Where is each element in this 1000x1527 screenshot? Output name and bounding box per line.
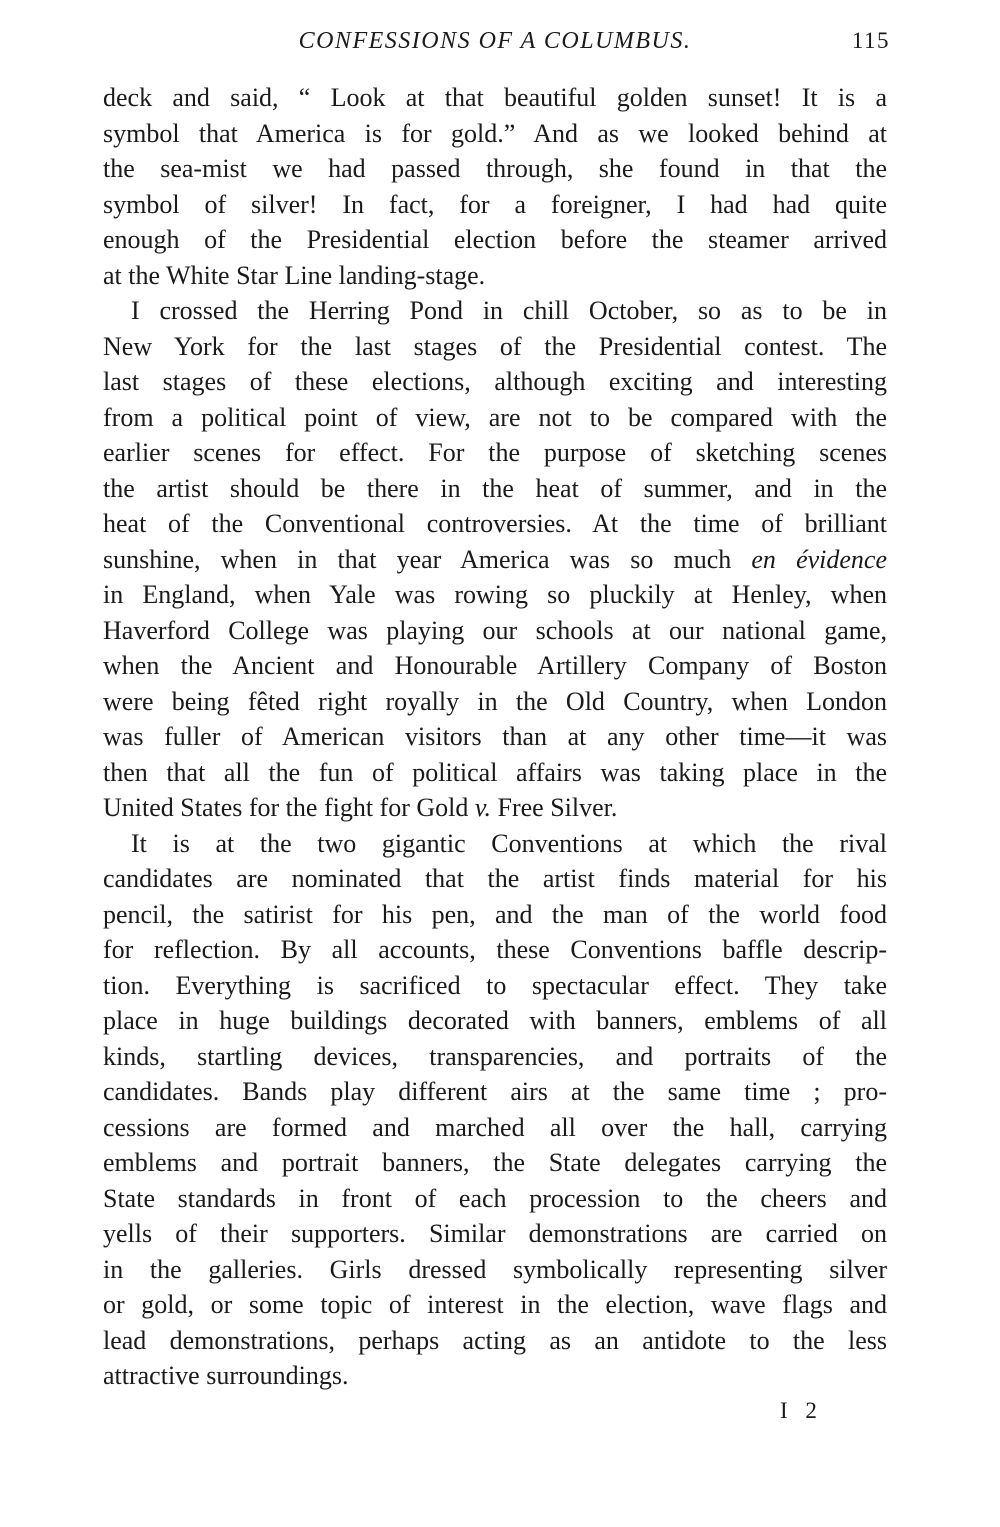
- text-line: was fuller of American visitors than at any other time—it was: [103, 722, 887, 751]
- text-line: kinds, startling devices, transparencies, and portraits of the: [103, 1041, 887, 1071]
- text-line: cessions are formed and marched all over the hall, carrying: [103, 1112, 887, 1142]
- italic-v: v.: [474, 793, 491, 822]
- running-head: [100, 28, 890, 62]
- text-line: deck and said, “ Look at that beautiful golden sunset! It is a: [103, 83, 887, 112]
- text-line: in England, when Yale was rowing so pluckily at Henley, when: [103, 580, 887, 609]
- text-line: from a political point of view, are not to be compared with the: [103, 402, 887, 432]
- text-line: in the galleries. Girls dressed symbolically representing silver: [103, 1254, 887, 1284]
- text-line: then that all the fun of political affairs was taking place in the: [103, 757, 887, 787]
- text-line: place in huge buildings decorated with banners, emblems of all: [103, 1006, 887, 1035]
- text-line: emblems and portrait banners, the State delegates carrying the: [103, 1148, 887, 1177]
- text-line: New York for the last stages of the Presidential contest. The: [103, 331, 887, 361]
- text-line-with-italic: [103, 542, 887, 578]
- text-line: symbol that America is for gold.” And as we looked behind at: [103, 118, 887, 148]
- paragraph-1: [103, 80, 887, 293]
- text-line: were being fêted right royally in the Old Country, when London: [103, 686, 887, 716]
- text-segment: United States for the fight for Gold: [103, 793, 475, 822]
- body-text: [103, 80, 887, 1394]
- text-line: last stages of these elections, although exciting and interesting: [103, 367, 887, 396]
- text-line: I crossed the Herring Pond in chill October, so as to be in: [131, 296, 887, 325]
- paragraph-2: [103, 293, 887, 826]
- text-line: candidates are nominated that the artist finds material for his: [103, 864, 887, 893]
- text-line: It is at the two gigantic Conventions at which the rival: [131, 828, 887, 858]
- text-line: attractive surroundings.: [103, 1361, 349, 1390]
- text-line: earlier scenes for effect. For the purpose of sketching scenes: [103, 438, 887, 467]
- text-line: heat of the Conventional controversies. At the time of brilliant: [103, 509, 887, 538]
- text-line: or gold, or some topic of interest in the election, wave flags and: [103, 1290, 887, 1319]
- text-line: the sea-mist we had passed through, she found in that the: [103, 154, 887, 183]
- running-title: CONFESSIONS OF A COLUMBUS.: [298, 28, 692, 54]
- text-line: yells of their supporters. Similar demonstrations are carried on: [103, 1219, 887, 1248]
- text-line: Haverford College was playing our schools at our national game,: [103, 615, 887, 645]
- text-line: State standards in front of each procession to the cheers and: [103, 1183, 887, 1213]
- text-line: for reflection. By all accounts, these Conventions baffle descrip-: [103, 935, 887, 964]
- italic-phrase: en évidence: [751, 544, 887, 574]
- text-line: enough of the Presidential election before the steamer arrived: [103, 225, 887, 254]
- text-line: the artist should be there in the heat of summer, and in the: [103, 473, 887, 503]
- text-line: lead demonstrations, perhaps acting as an antidote to the less: [103, 1325, 887, 1355]
- text-line: pencil, the satirist for his pen, and the man of the world food: [103, 899, 887, 929]
- signature-mark: I 2: [780, 1398, 823, 1423]
- text-segment: sunshine, when in that year America was so much: [103, 544, 752, 574]
- text-line: when the Ancient and Honourable Artillery Company of Boston: [103, 651, 887, 680]
- page-number: 115: [851, 28, 890, 53]
- text-line-with-italic: [103, 790, 887, 826]
- text-line: tion. Everything is sacrificed to spectacular effect. They take: [103, 970, 887, 1000]
- text-line: candidates. Bands play different airs at the same time ; pro-: [103, 1077, 887, 1106]
- text-line: symbol of silver! In fact, for a foreigner, I had had quite: [103, 189, 887, 219]
- text-line: at the White Star Line landing-stage.: [103, 260, 486, 290]
- paragraph-3: [103, 826, 887, 1394]
- text-segment: Free Silver.: [491, 793, 618, 822]
